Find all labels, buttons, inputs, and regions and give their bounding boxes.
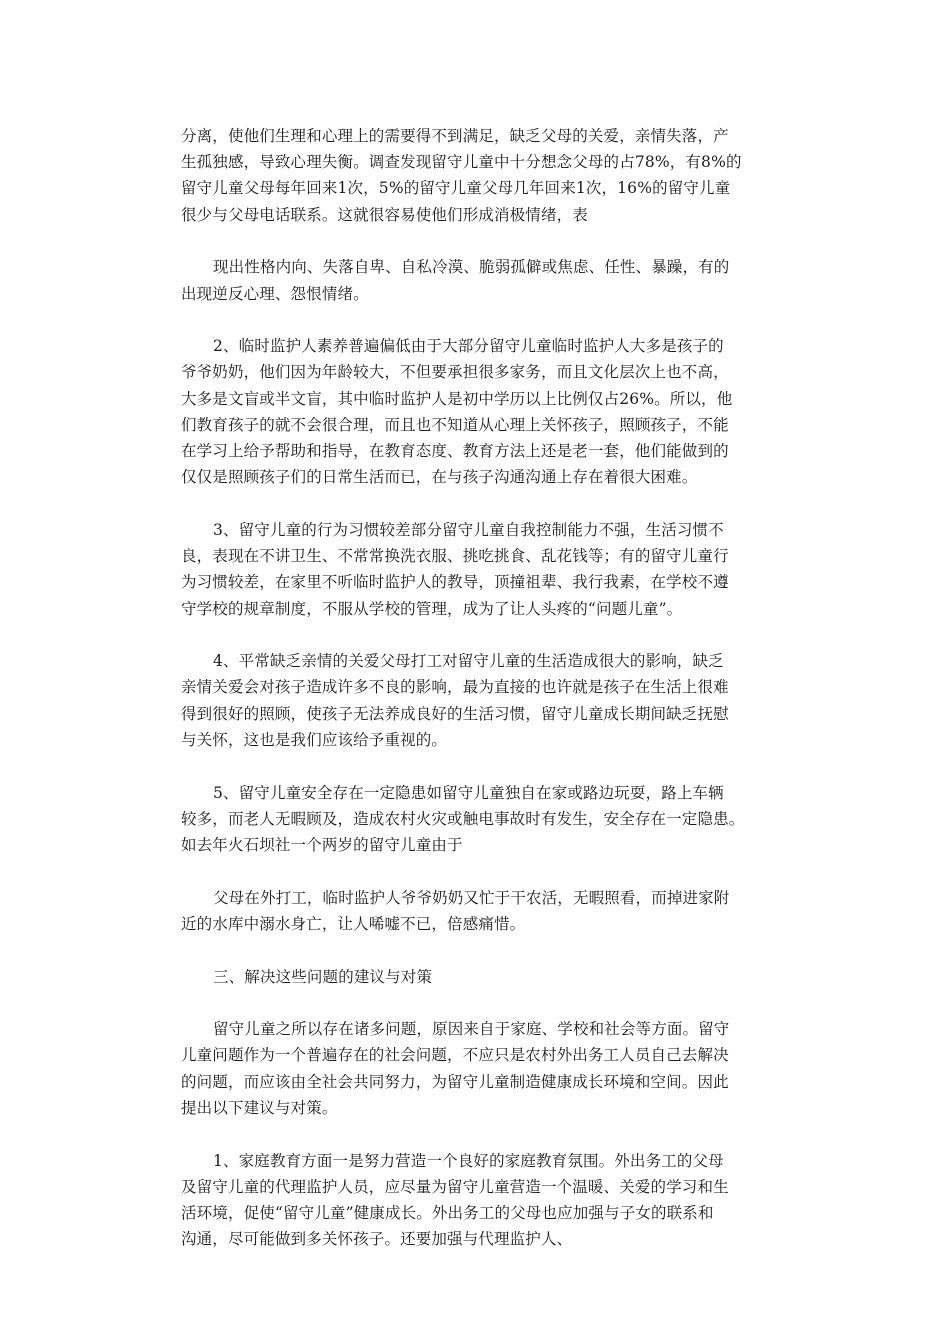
text-line: 出现逆反心理、怨恨情绪。	[181, 284, 369, 303]
text-line: 得到很好的照顾，使孩子无法养成良好的生活习惯，留守儿童成长期间缺乏抚慰	[181, 704, 729, 723]
text-line: 留守儿童父母每年回来1次，5%的留守儿童父母几年回来1次，16%的留守儿童	[181, 179, 731, 198]
text-line: 很少与父母电话联系。这就很容易使他们形成消极情绪，表	[181, 205, 588, 224]
text-line: 儿童问题作为一个普遍存在的社会问题，不应只是农村外出务工人员自己去解决	[181, 1046, 729, 1065]
text-line: 沟通，尽可能做到多关怀孩子。还要加强与代理监护人、	[181, 1230, 573, 1249]
text-line: 留守儿童之所以存在诸多问题，原因来自于家庭、学校和社会等方面。留守	[213, 1020, 730, 1039]
text-line: 如去年火石坝社一个两岁的留守儿童由于	[181, 835, 463, 854]
paragraph-2	[181, 254, 781, 306]
text-line: 父母在外打工，临时监护人爷爷奶奶又忙于干农活，无暇照看，而掉进家附	[213, 888, 730, 907]
text-line: 为习惯较差，在家里不听临时监护人的教导，顶撞祖辈、我行我素，在学校不遵	[181, 573, 729, 592]
paragraph-6	[181, 780, 781, 859]
text-line: 生孤独感，导致心理失衡。调查发现留守儿童中十分想念父母的占78%，有8%的	[181, 153, 742, 172]
paragraph-3	[181, 333, 781, 490]
text-line: 4、平常缺乏亲情的关爱父母打工对留守儿童的生活造成很大的影响，缺乏	[213, 652, 724, 671]
paragraph-4	[181, 517, 781, 622]
text-line: 在学习上给予帮助和指导，在教育态度、教育方法上还是老一套，他们能做到的	[181, 442, 729, 461]
paragraph-5	[181, 648, 781, 753]
paragraph-7	[181, 885, 781, 937]
text-line: 5、留守儿童安全存在一定隐患如留守儿童独自在家或路边玩耍，路上车辆	[213, 783, 724, 802]
text-line: 良，表现在不讲卫生、不常常换洗衣服、挑吃挑食、乱花钱等；有的留守儿童行	[181, 547, 729, 566]
text-line: 大多是文盲或半文盲，其中临时监护人是初中学历以上比例仅占26%。所以，他	[181, 389, 733, 408]
text-line: 三、解决这些问题的建议与对策	[213, 967, 433, 986]
text-line: 仅仅是照顾孩子们的日常生活而已，在与孩子沟通沟通上存在着很大困难。	[181, 468, 698, 487]
text-line: 1、家庭教育方面一是努力营造一个良好的家庭教育氛围。外出务工的父母	[213, 1151, 724, 1170]
text-line: 2、临时监护人素养普遍偏低由于大部分留守儿童临时监护人大多是孩子的	[213, 337, 724, 356]
paragraph-8	[181, 1016, 781, 1121]
text-line: 守学校的规章制度，不服从学校的管理，成为了让人头疼的“问题儿童”。	[181, 599, 683, 618]
text-line: 近的水库中溺水身亡，让人唏嘘不已，倍感痛惜。	[181, 914, 526, 933]
text-line: 亲情关爱会对孩子造成许多不良的影响，最为直接的也许就是孩子在生活上很难	[181, 678, 729, 697]
text-line: 3、留守儿童的行为习惯较差部分留守儿童自我控制能力不强，生活习惯不	[213, 520, 724, 539]
text-line: 提出以下建议与对策。	[181, 1098, 338, 1117]
text-line: 与关怀，这也是我们应该给予重视的。	[181, 730, 448, 749]
text-line: 活环境，促使“留守儿童”健康成长。外出务工的父母也应加强与子女的联系和	[181, 1204, 714, 1222]
document-body	[181, 123, 781, 1279]
text-line: 们教育孩子的就不会很合理，而且也不知道从心理上关怀孩子，照顾孩子，不能	[181, 415, 729, 434]
paragraph-9	[181, 1148, 781, 1253]
text-line: 较多，而老人无暇顾及，造成农村火灾或触电事故时有发生，安全存在一定隐患。	[181, 809, 745, 828]
paragraph-1	[181, 123, 781, 228]
text-line: 现出性格内向、失落自卑、自私冷漠、脆弱孤僻或焦虑、任性、暴躁，有的	[213, 258, 730, 277]
text-line: 及留守儿童的代理监护人员，应尽量为留守儿童营造一个温暖、关爱的学习和生	[181, 1177, 729, 1196]
text-line: 爷爷奶奶，他们因为年龄较大，不但要承担很多家务，而且文化层次上也不高，	[181, 363, 729, 382]
section-heading	[181, 964, 781, 990]
text-line: 的问题，而应该由全社会共同努力，为留守儿童制造健康成长环境和空间。因此	[181, 1072, 729, 1091]
text-line: 分离，使他们生理和心理上的需要得不到满足，缺乏父母的关爱，亲情失落，产	[181, 127, 729, 145]
